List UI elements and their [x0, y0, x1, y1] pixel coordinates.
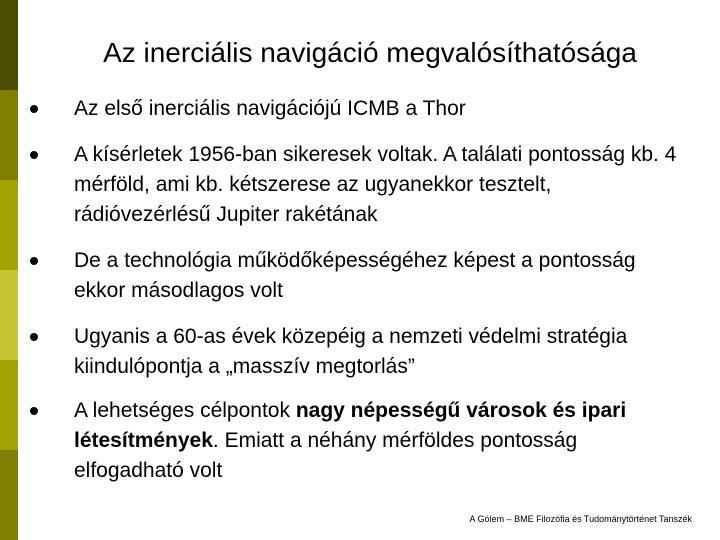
- bullet-item: [40, 246, 680, 306]
- bullet-icon: [30, 257, 38, 265]
- sidebar-segment: [0, 360, 18, 450]
- slide-footer: A Gólem – BME Filozófia és Tudománytörténet Tanszék: [469, 514, 692, 524]
- slide-title: Az inerciális navigáció megvalósíthatósága: [103, 37, 637, 68]
- bullet-item: [40, 322, 680, 382]
- bullet-icon: [30, 151, 38, 159]
- bullet-text-part: A lehetséges célpontok: [74, 399, 296, 422]
- bullet-text: Az első inerciális navigációjú ICMB a Thor: [74, 97, 466, 120]
- bullet-item: [40, 396, 680, 486]
- sidebar-segment: [0, 90, 18, 180]
- bullet-text: [74, 396, 680, 486]
- sidebar-segment: [0, 270, 18, 360]
- bullet-text-bold: nagy népességű városok: [295, 399, 547, 422]
- bullet-item: [40, 94, 680, 124]
- sidebar-segment: [0, 450, 18, 540]
- bullet-text: A kísérletek 1956-ban sikeresek voltak. A találati pontosság kb. 4 mérföld, ami kb. kétszerese az ugyanekkor tesztelt, rádióvezérlésű Jupiter rakétának: [74, 143, 677, 226]
- bullet-text-part: . Emiatt a néhány mérföldes pontosság elfogadható volt: [74, 429, 578, 482]
- sidebar-segment: [0, 0, 18, 90]
- bullet-icon: [30, 333, 38, 341]
- bullet-item: [40, 140, 680, 230]
- bullet-icon: [30, 105, 38, 113]
- bullet-text: De a technológia működőképességéhez képest a pontosság ekkor másodlagos volt: [74, 249, 636, 302]
- bullet-icon: [30, 407, 38, 415]
- bullet-text: Ugyanis a 60-as évek közepéig a nemzeti védelmi stratégia kiindulópontja a „masszív megtorlás”: [74, 325, 628, 378]
- sidebar-segment: [0, 180, 18, 270]
- bullet-text-bold: és ipari létesítmények: [74, 399, 627, 452]
